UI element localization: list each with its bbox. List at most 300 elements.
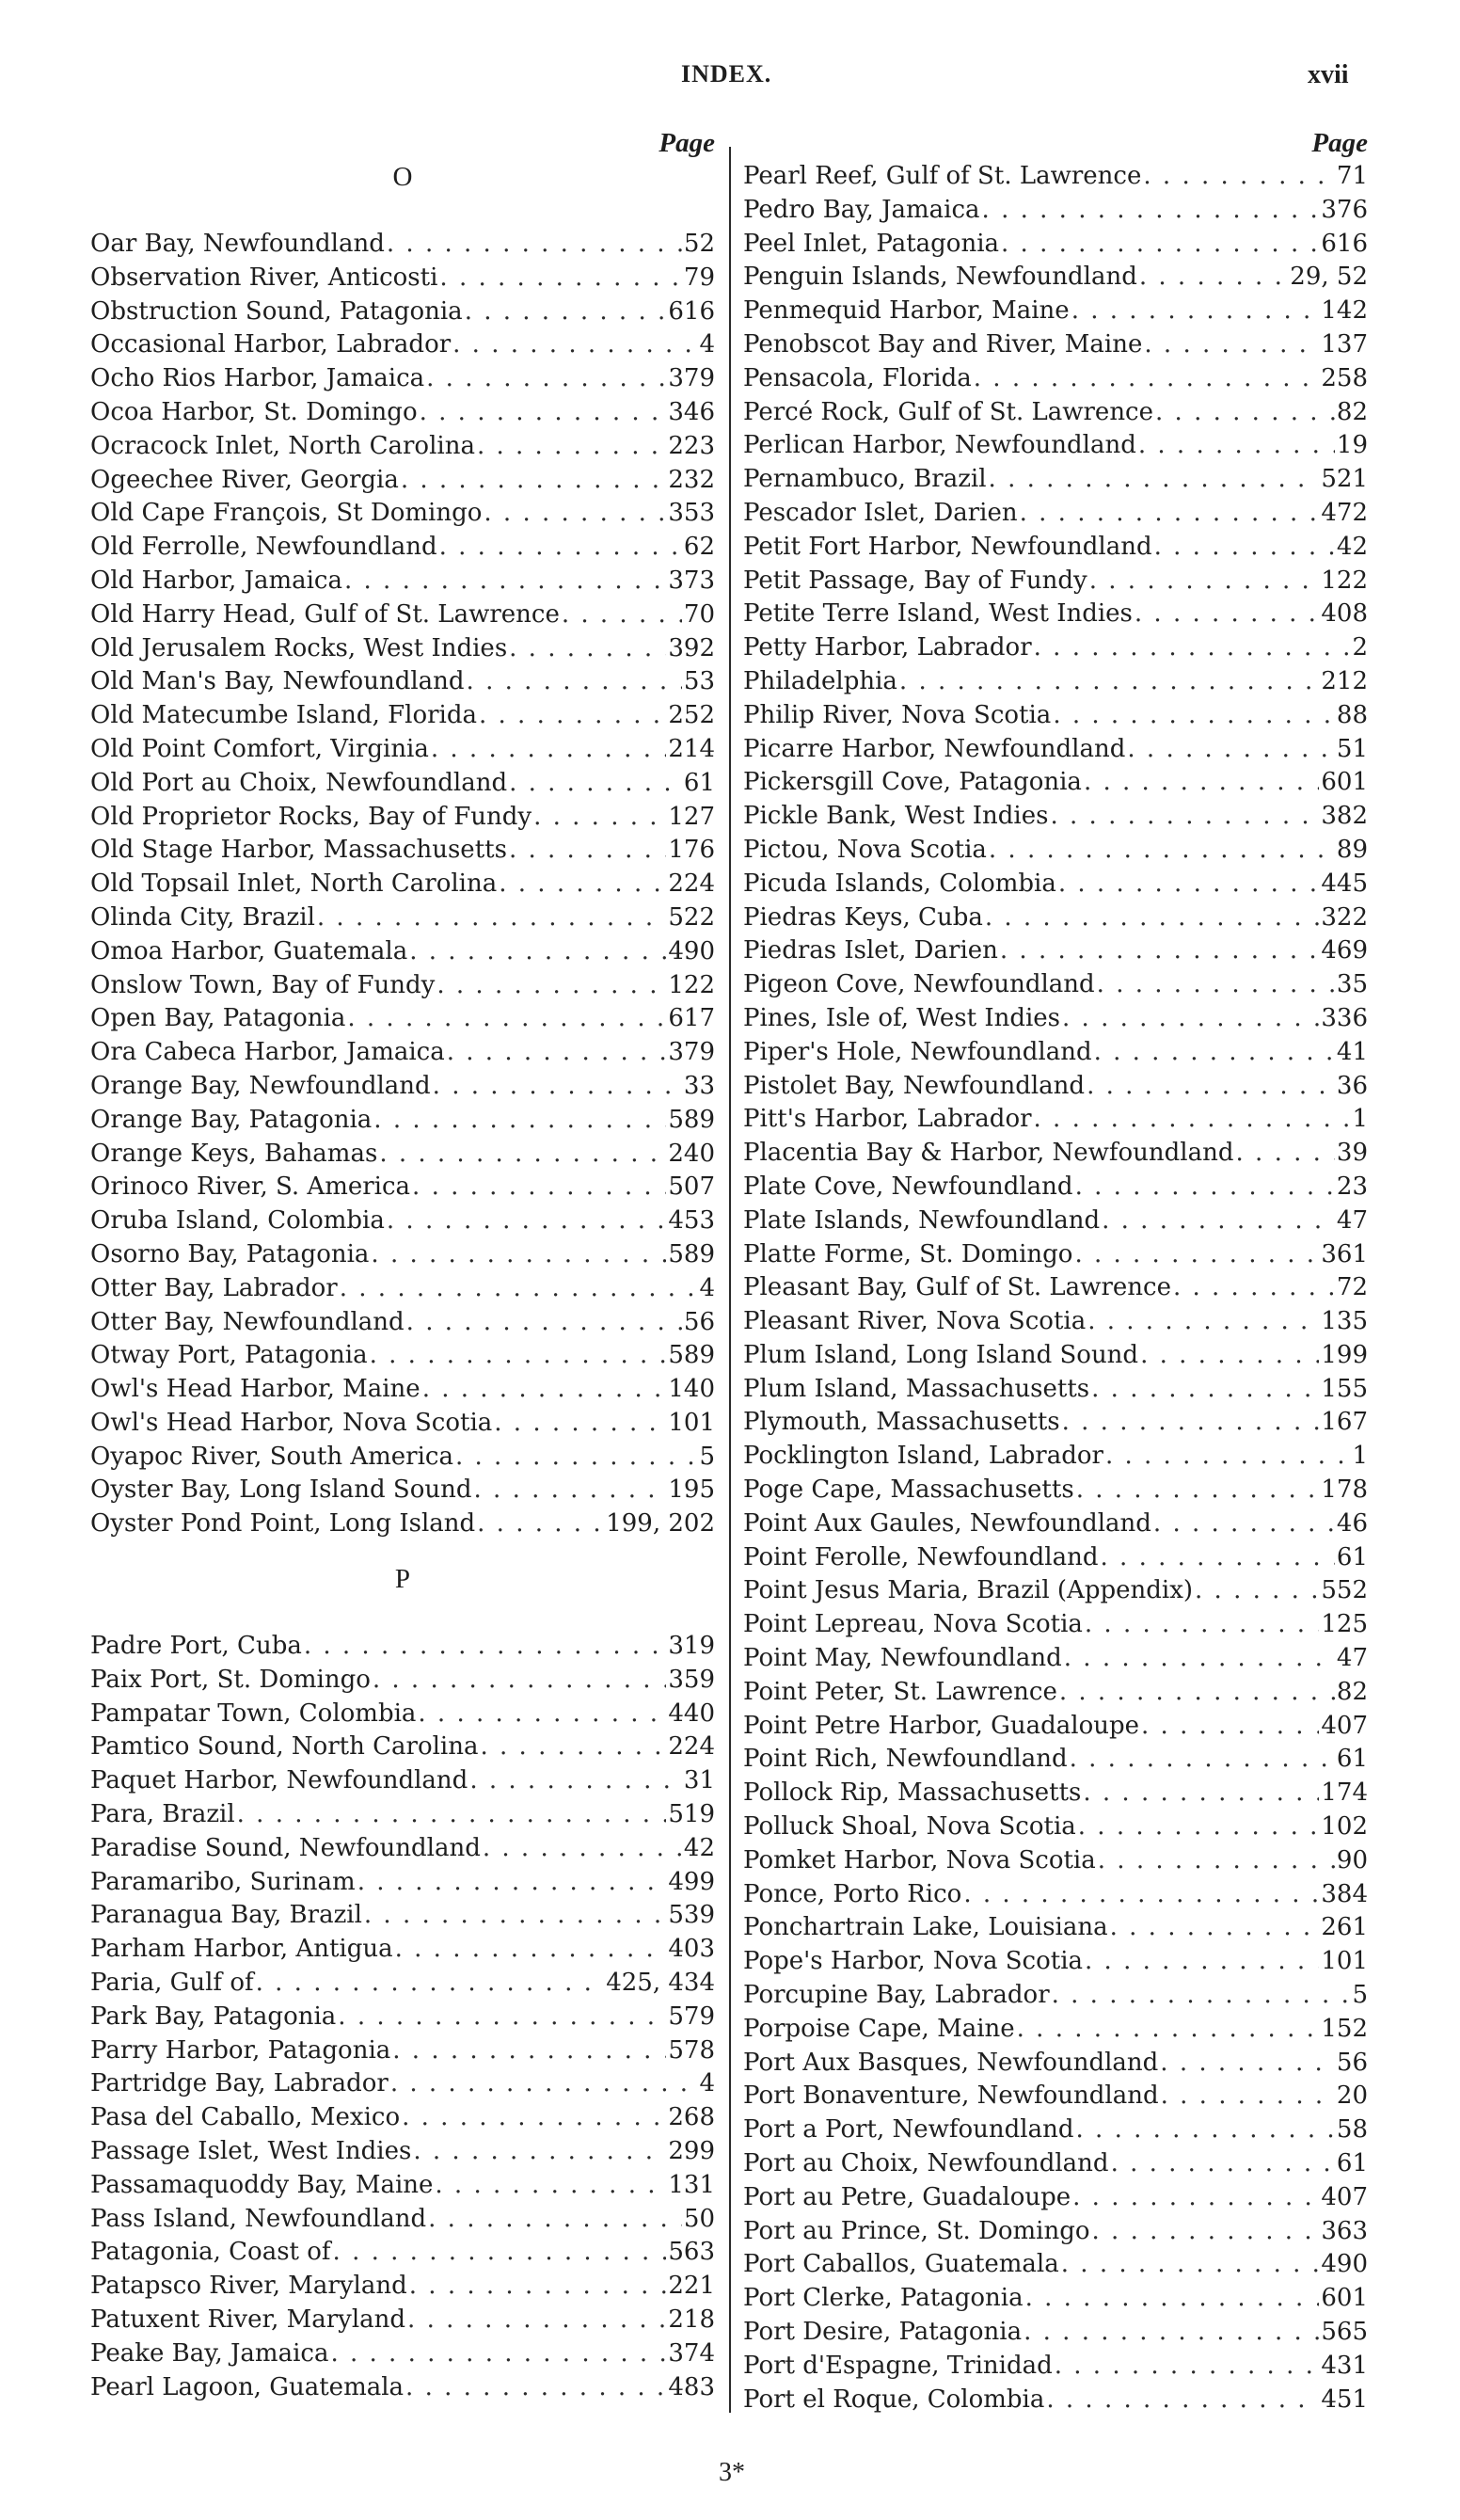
index-entry bbox=[743, 1743, 1368, 1777]
page-column-label: Page bbox=[1311, 128, 1368, 158]
index-entry bbox=[743, 261, 1368, 295]
index-entry bbox=[90, 1832, 715, 1866]
index-entry bbox=[743, 1979, 1368, 2013]
page-column-label: Page bbox=[659, 128, 715, 158]
entry-page-number: 214 bbox=[668, 734, 715, 763]
entry-page-number: 240 bbox=[668, 1139, 715, 1168]
dot-leader bbox=[392, 2034, 666, 2068]
dot-leader bbox=[985, 901, 1320, 935]
dot-leader bbox=[338, 2001, 666, 2034]
dot-leader bbox=[469, 1764, 682, 1798]
dot-leader bbox=[330, 2337, 666, 2371]
dot-leader bbox=[1083, 1777, 1319, 1810]
index-entry bbox=[743, 2316, 1368, 2350]
entry-name: Pass Island, Newfoundland bbox=[90, 2204, 427, 2233]
entry-page-number: 61 bbox=[683, 768, 715, 797]
index-entry bbox=[743, 1810, 1368, 1844]
dot-leader bbox=[409, 2270, 667, 2304]
entry-page-number: 616 bbox=[668, 296, 715, 326]
dot-leader bbox=[1020, 497, 1320, 531]
entry-name: Porpoise Cape, Maine bbox=[743, 2014, 1015, 2043]
dot-leader bbox=[1087, 1305, 1319, 1339]
entry-name: Pearl Lagoon, Guatemala bbox=[90, 2372, 405, 2401]
index-entry bbox=[90, 262, 715, 295]
entry-page-number: 42 bbox=[683, 1833, 715, 1862]
entry-page-number: 41 bbox=[1336, 1037, 1368, 1066]
dot-leader bbox=[1017, 2013, 1320, 2047]
dot-leader bbox=[1161, 2080, 1335, 2113]
dot-leader bbox=[494, 1407, 666, 1441]
dot-leader bbox=[439, 531, 682, 565]
index-entry bbox=[90, 1764, 715, 1798]
index-entry bbox=[90, 1933, 715, 1967]
dot-leader bbox=[989, 834, 1335, 868]
index-entry bbox=[743, 1204, 1368, 1238]
entry-name: Pope's Harbor, Nova Scotia bbox=[743, 1947, 1084, 1976]
entry-page-number: 52 bbox=[683, 230, 715, 258]
index-entry bbox=[743, 160, 1368, 194]
dot-leader bbox=[426, 362, 666, 396]
entry-page-number: 31 bbox=[683, 1766, 715, 1795]
dot-leader bbox=[1059, 1676, 1335, 1710]
entry-name: Polluck Shoal, Nova Scotia bbox=[743, 1812, 1076, 1842]
entry-name: Pollock Rip, Massachusetts bbox=[743, 1778, 1082, 1808]
entry-name: Pocklington Island, Labrador bbox=[743, 1442, 1103, 1471]
dot-leader bbox=[899, 665, 1319, 699]
index-entry bbox=[90, 2101, 715, 2135]
entry-name: Point Aux Gaules, Newfoundland bbox=[743, 1508, 1151, 1538]
index-entry bbox=[743, 1574, 1368, 1608]
entry-name: Orange Bay, Newfoundland bbox=[90, 1071, 431, 1100]
dot-leader bbox=[1094, 1036, 1335, 1070]
dot-leader bbox=[370, 1339, 667, 1373]
entry-page-number: 319 bbox=[668, 1632, 715, 1661]
index-entry bbox=[743, 2113, 1368, 2147]
dot-leader bbox=[422, 1373, 667, 1407]
dot-leader bbox=[439, 262, 681, 295]
dot-leader bbox=[1092, 2215, 1320, 2249]
index-entry bbox=[90, 834, 715, 868]
entry-page-number: 212 bbox=[1321, 666, 1368, 695]
entry-name: Old Point Comfort, Virginia bbox=[90, 734, 429, 763]
entry-page-number: 382 bbox=[1321, 802, 1368, 831]
entry-name: Port au Prince, St. Domingo bbox=[743, 2216, 1090, 2245]
index-entry bbox=[743, 699, 1368, 733]
index-entry bbox=[90, 328, 715, 362]
dot-leader bbox=[402, 2101, 666, 2135]
entry-name: Port Desire, Patagonia bbox=[743, 2318, 1023, 2346]
index-entry bbox=[90, 1272, 715, 1306]
dot-leader bbox=[484, 497, 666, 531]
dot-leader bbox=[256, 1967, 605, 2001]
index-entry bbox=[90, 733, 715, 767]
entry-name: Old Cape François, St Domingo bbox=[90, 499, 483, 528]
entry-page-number: 61 bbox=[1336, 1745, 1368, 1774]
entry-page-number: 5 bbox=[1352, 1981, 1368, 2010]
entry-name: Old Port au Choix, Newfoundland bbox=[90, 768, 508, 797]
dot-leader bbox=[1141, 1710, 1319, 1744]
entry-name: Patapsco River, Maryland bbox=[90, 2272, 407, 2301]
entry-page-number: 135 bbox=[1321, 1307, 1368, 1336]
entry-page-number: 51 bbox=[1336, 734, 1368, 763]
index-entry bbox=[743, 1777, 1368, 1810]
dot-leader bbox=[1062, 1406, 1320, 1440]
entry-name: Owl's Head Harbor, Maine bbox=[90, 1375, 421, 1404]
index-entry bbox=[90, 531, 715, 565]
dot-leader bbox=[418, 1698, 666, 1731]
entry-name: Port d'Espagne, Trinidad bbox=[743, 2351, 1053, 2380]
entry-page-number: 379 bbox=[668, 364, 715, 393]
index-entry bbox=[90, 1507, 715, 1541]
entry-name: Point Lepreau, Nova Scotia bbox=[743, 1610, 1083, 1639]
dot-leader bbox=[465, 295, 667, 329]
entry-name: Peel Inlet, Patagonia bbox=[743, 229, 1000, 258]
entry-page-number: 58 bbox=[1336, 2115, 1368, 2145]
dot-leader bbox=[1072, 2181, 1319, 2215]
entry-page-number: 46 bbox=[1336, 1508, 1368, 1538]
entry-name: Ogeechee River, Georgia bbox=[90, 465, 399, 494]
entry-name: Point Jesus Maria, Brazil (Appendix) bbox=[743, 1576, 1194, 1605]
entry-name: Paix Port, St. Domingo bbox=[90, 1665, 371, 1694]
index-entry bbox=[90, 1002, 715, 1036]
entry-name: Piper's Hole, Newfoundland bbox=[743, 1037, 1092, 1066]
entry-name: Point Peter, St. Lawrence bbox=[743, 1677, 1057, 1706]
index-entry bbox=[90, 2371, 715, 2405]
entry-page-number: 4 bbox=[699, 330, 715, 359]
entry-name: Poge Cape, Massachusetts bbox=[743, 1475, 1074, 1505]
entry-page-number: 616 bbox=[1321, 229, 1368, 258]
entry-page-number: 522 bbox=[668, 902, 715, 932]
entry-name: Porcupine Bay, Labrador bbox=[743, 1981, 1050, 2010]
entry-name: Petit Fort Harbor, Newfoundland bbox=[743, 532, 1152, 561]
entry-name: Ora Cabeca Harbor, Jamaica bbox=[90, 1038, 445, 1067]
entry-name: Oyster Bay, Long Island Sound bbox=[90, 1475, 472, 1505]
entry-page-number: 72 bbox=[1336, 1273, 1368, 1302]
entry-page-number: 346 bbox=[668, 397, 715, 426]
entry-page-number: 431 bbox=[1321, 2351, 1368, 2380]
entry-page-number: 137 bbox=[1321, 329, 1368, 359]
index-entry bbox=[90, 362, 715, 396]
entry-page-number: 101 bbox=[668, 1408, 715, 1437]
dot-leader bbox=[1140, 1339, 1319, 1373]
entry-page-number: 359 bbox=[668, 1665, 715, 1694]
entry-name: Ocoa Harbor, St. Domingo bbox=[90, 397, 418, 426]
entry-page-number: 79 bbox=[683, 263, 715, 292]
index-entry bbox=[743, 1844, 1368, 1878]
entry-name: Old Stage Harbor, Massachusetts bbox=[90, 836, 507, 865]
entry-page-number: 601 bbox=[1321, 2284, 1368, 2313]
entry-page-number: 453 bbox=[668, 1206, 715, 1236]
entry-page-number: 33 bbox=[683, 1071, 715, 1100]
dot-leader bbox=[1071, 295, 1320, 328]
index-entry bbox=[743, 565, 1368, 598]
dot-leader bbox=[1138, 429, 1335, 463]
entry-name: Plum Island, Long Island Sound bbox=[743, 1340, 1139, 1369]
index-entry bbox=[90, 1866, 715, 1900]
entry-page-number: 5 bbox=[699, 1442, 715, 1471]
dot-leader bbox=[1070, 1743, 1335, 1777]
entry-page-number: 47 bbox=[1336, 1205, 1368, 1235]
index-entry bbox=[743, 631, 1368, 665]
dot-leader bbox=[390, 2067, 698, 2101]
entry-name: Orinoco River, S. America bbox=[90, 1172, 411, 1202]
dot-leader bbox=[1110, 1911, 1320, 1945]
entry-page-number: 50 bbox=[683, 2204, 715, 2233]
entry-page-number: 490 bbox=[1321, 2250, 1368, 2279]
dot-leader bbox=[431, 733, 666, 767]
entry-page-number: 122 bbox=[1321, 566, 1368, 595]
section-spacer bbox=[90, 1541, 715, 1562]
index-entry bbox=[743, 1945, 1368, 1979]
index-entry bbox=[90, 2337, 715, 2371]
entry-page-number: 363 bbox=[1321, 2216, 1368, 2245]
index-entry bbox=[743, 497, 1368, 531]
entry-name: Perlican Harbor, Newfoundland bbox=[743, 431, 1136, 460]
dot-leader bbox=[477, 1507, 604, 1541]
entry-page-number: 521 bbox=[1321, 465, 1368, 494]
entry-name: Para, Brazil bbox=[90, 1800, 235, 1829]
entry-page-number: 47 bbox=[1336, 1644, 1368, 1673]
index-entry bbox=[743, 1676, 1368, 1710]
dot-leader bbox=[1025, 2282, 1320, 2316]
entry-page-number: 178 bbox=[1321, 1475, 1368, 1505]
entry-name: Padre Port, Cuba bbox=[90, 1632, 302, 1661]
dot-leader bbox=[333, 2236, 667, 2270]
index-entry bbox=[743, 2248, 1368, 2282]
dot-leader bbox=[1052, 1979, 1351, 2013]
entry-page-number: 88 bbox=[1336, 700, 1368, 729]
entry-page-number: 89 bbox=[1336, 835, 1368, 864]
entry-name: Occasional Harbor, Labrador bbox=[90, 330, 452, 359]
entry-page-number: 62 bbox=[683, 533, 715, 562]
index-entry bbox=[90, 1698, 715, 1731]
dot-leader bbox=[406, 1306, 682, 1340]
entry-page-number: 56 bbox=[1336, 2048, 1368, 2077]
index-entry bbox=[743, 1541, 1368, 1575]
entry-name: Old Harry Head, Gulf of St. Lawrence bbox=[90, 599, 560, 629]
entry-name: Ocho Rios Harbor, Jamaica bbox=[90, 364, 425, 393]
dot-leader bbox=[1105, 1440, 1350, 1474]
index-entry bbox=[743, 1474, 1368, 1507]
dot-leader bbox=[1074, 1238, 1319, 1272]
entry-page-number: 469 bbox=[1321, 936, 1368, 965]
dot-leader bbox=[1236, 1137, 1335, 1171]
entry-name: Port au Petre, Guadaloupe bbox=[743, 2182, 1071, 2211]
entry-page-number: 167 bbox=[1321, 1408, 1368, 1437]
dot-leader bbox=[1064, 1642, 1335, 1676]
entry-name: Pampatar Town, Colombia bbox=[90, 1699, 417, 1728]
index-entry bbox=[743, 1373, 1368, 1407]
dot-leader bbox=[1078, 1810, 1320, 1844]
entry-name: Owl's Head Harbor, Nova Scotia bbox=[90, 1408, 493, 1437]
entry-page-number: 403 bbox=[668, 1935, 715, 1964]
index-entry bbox=[90, 2034, 715, 2068]
entry-name: Oyapoc River, South America bbox=[90, 1442, 453, 1471]
entry-name: Old Harbor, Jamaica bbox=[90, 566, 342, 595]
index-entry bbox=[743, 901, 1368, 935]
dot-leader bbox=[1084, 766, 1319, 800]
page-folio: xvii bbox=[1308, 60, 1349, 89]
entry-name: Port au Choix, Newfoundland bbox=[743, 2149, 1109, 2178]
dot-leader bbox=[1058, 868, 1320, 901]
entry-name: Pines, Isle of, West Indies bbox=[743, 1003, 1061, 1032]
entry-page-number: 232 bbox=[668, 465, 715, 494]
section-letter: O bbox=[392, 162, 413, 192]
dot-leader bbox=[1195, 1574, 1319, 1608]
index-entry bbox=[90, 396, 715, 430]
dot-leader bbox=[1111, 2147, 1335, 2181]
dot-leader bbox=[481, 1731, 667, 1764]
entry-name: Platte Forme, St. Domingo bbox=[743, 1239, 1073, 1268]
index-entry bbox=[743, 1238, 1368, 1272]
entry-page-number: 20 bbox=[1336, 2081, 1368, 2111]
entry-name: Ponchartrain Lake, Louisiana bbox=[743, 1913, 1108, 1942]
index-entry bbox=[90, 1899, 715, 1933]
entry-page-number: 36 bbox=[1336, 1071, 1368, 1100]
entry-name: Otter Bay, Labrador bbox=[90, 1273, 338, 1302]
entry-name: Plum Island, Massachusetts bbox=[743, 1374, 1090, 1403]
dot-leader bbox=[477, 430, 666, 464]
dot-leader bbox=[379, 1138, 666, 1172]
entry-page-number: 56 bbox=[683, 1307, 715, 1336]
dot-leader bbox=[989, 463, 1320, 497]
entry-name: Point Ferolle, Newfoundland bbox=[743, 1542, 1099, 1571]
entry-page-number: 35 bbox=[1336, 970, 1368, 999]
entry-page-number: 579 bbox=[668, 2002, 715, 2031]
entry-name: Petty Harbor, Labrador bbox=[743, 633, 1032, 662]
dot-leader bbox=[1076, 2113, 1335, 2147]
index-entry bbox=[90, 2203, 715, 2237]
entry-name: Philadelphia bbox=[743, 666, 897, 695]
entry-name: Patuxent River, Maryland bbox=[90, 2305, 406, 2335]
entry-page-number: 258 bbox=[1321, 363, 1368, 392]
dot-leader bbox=[1091, 1373, 1319, 1407]
dot-leader bbox=[447, 1036, 667, 1070]
index-entry bbox=[743, 429, 1368, 463]
index-entry bbox=[90, 868, 715, 901]
index-entry bbox=[743, 2047, 1368, 2081]
entry-name: Pictou, Nova Scotia bbox=[743, 835, 987, 864]
dot-leader bbox=[1127, 733, 1335, 767]
entry-name: Pasa del Caballo, Mexico bbox=[90, 2103, 401, 2132]
entry-page-number: 1 bbox=[1352, 1105, 1368, 1134]
dot-leader bbox=[412, 1171, 666, 1204]
index-entry bbox=[90, 699, 715, 733]
entry-name: Open Bay, Patagonia bbox=[90, 1004, 346, 1033]
entry-page-number: 299 bbox=[668, 2137, 715, 2166]
entry-name: Old Jerusalem Rocks, West Indies bbox=[90, 633, 508, 662]
index-entry bbox=[90, 1036, 715, 1070]
index-entry bbox=[743, 1070, 1368, 1104]
dot-leader bbox=[1046, 2384, 1319, 2417]
entry-name: Old Man's Bay, Newfoundland bbox=[90, 667, 465, 696]
entry-name: Point Petre Harbor, Guadaloupe bbox=[743, 1711, 1140, 1740]
entry-page-number: 127 bbox=[668, 802, 715, 831]
dot-leader bbox=[1034, 631, 1351, 665]
entry-name: Parry Harbor, Patagonia bbox=[90, 2035, 391, 2065]
index-entry bbox=[743, 228, 1368, 262]
index-entry bbox=[743, 1137, 1368, 1171]
entry-page-number: 407 bbox=[1321, 2182, 1368, 2211]
dot-leader bbox=[509, 632, 666, 666]
index-entry bbox=[90, 2135, 715, 2169]
index-entry bbox=[743, 1271, 1368, 1305]
entry-page-number: 53 bbox=[683, 667, 715, 696]
entry-name: Point May, Newfoundland bbox=[743, 1644, 1062, 1673]
entry-page-number: 373 bbox=[668, 566, 715, 595]
entry-name: Plymouth, Massachusetts bbox=[743, 1408, 1060, 1437]
dot-leader bbox=[373, 1664, 666, 1698]
dot-leader bbox=[436, 969, 666, 1003]
entry-name: Omoa Harbor, Guatemala bbox=[90, 936, 408, 965]
dot-leader bbox=[317, 901, 666, 935]
entry-page-number: 174 bbox=[1321, 1778, 1368, 1808]
dot-leader bbox=[1144, 328, 1319, 362]
entry-page-number: 490 bbox=[668, 936, 715, 965]
entry-page-number: 451 bbox=[1321, 2384, 1368, 2414]
entry-page-number: 142 bbox=[1321, 296, 1368, 326]
entry-page-number: 4 bbox=[699, 2069, 715, 2098]
entry-name: Philip River, Nova Scotia bbox=[743, 700, 1052, 729]
entry-page-number: 322 bbox=[1321, 902, 1368, 932]
index-entry bbox=[743, 1911, 1368, 1945]
entry-page-number: 425, 434 bbox=[606, 1969, 715, 1998]
entry-page-number: 71 bbox=[1336, 162, 1368, 190]
index-entry bbox=[743, 934, 1368, 968]
index-entry bbox=[90, 1104, 715, 1138]
dot-leader bbox=[452, 328, 697, 362]
dot-leader bbox=[340, 1272, 698, 1306]
index-entry bbox=[90, 665, 715, 699]
entry-page-number: 102 bbox=[1321, 1812, 1368, 1842]
dot-leader bbox=[499, 868, 666, 901]
entry-page-number: 601 bbox=[1321, 768, 1368, 797]
dot-leader bbox=[974, 362, 1320, 396]
dot-leader bbox=[344, 565, 666, 598]
entry-name: Ponce, Porto Rico bbox=[743, 1879, 962, 1908]
dot-leader bbox=[479, 699, 666, 733]
entry-page-number: 122 bbox=[668, 970, 715, 999]
entry-page-number: 176 bbox=[668, 836, 715, 865]
entry-name: Orange Keys, Bahamas bbox=[90, 1139, 378, 1168]
entry-page-number: 221 bbox=[668, 2272, 715, 2301]
dot-leader bbox=[1143, 160, 1335, 194]
entry-page-number: 131 bbox=[668, 2170, 715, 2199]
index-entry bbox=[743, 1440, 1368, 1474]
entry-page-number: 155 bbox=[1321, 1374, 1368, 1403]
index-entry bbox=[90, 935, 715, 969]
dot-leader bbox=[401, 464, 667, 498]
dot-leader bbox=[428, 2203, 682, 2237]
dot-leader bbox=[1097, 968, 1335, 1002]
dot-leader bbox=[347, 1002, 666, 1036]
index-entry bbox=[743, 2384, 1368, 2417]
index-entry bbox=[743, 1642, 1368, 1676]
entry-page-number: 617 bbox=[668, 1004, 715, 1033]
index-entry bbox=[743, 766, 1368, 800]
entry-page-number: 353 bbox=[668, 499, 715, 528]
dot-leader bbox=[483, 1832, 682, 1866]
index-entry bbox=[743, 1171, 1368, 1204]
entry-name: Port Clerke, Patagonia bbox=[743, 2284, 1024, 2313]
dot-leader bbox=[420, 396, 667, 430]
dot-leader bbox=[1101, 1541, 1335, 1575]
dot-leader bbox=[1062, 1002, 1319, 1036]
entry-page-number: 472 bbox=[1321, 498, 1368, 527]
entry-page-number: 336 bbox=[1321, 1003, 1368, 1032]
dot-leader bbox=[364, 1899, 666, 1933]
dot-leader bbox=[1075, 1171, 1335, 1204]
